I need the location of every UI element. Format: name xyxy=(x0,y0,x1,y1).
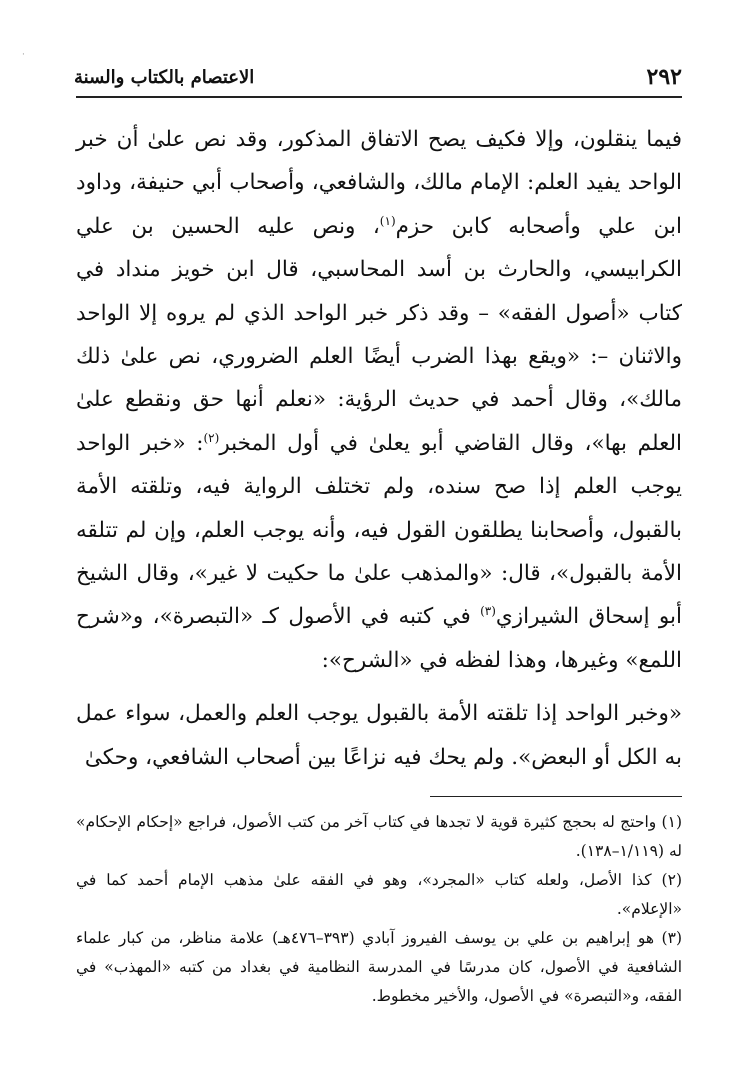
text-run: ، ونص عليه الحسين بن علي الكرابيسي، والحارث بن أسد المحاسبي، قال ابن خويز منداد في كتاب «أصول الفقه» – وقد ذكر خبر الواحد الذي لم يروه إلا الواحد والاثنان –: «ويقع بهذا الضرب أيضًا العلم الضروري، نص علىٰ ذلك مالك»، وقال أحمد في حديث الرؤية: «نعلم أنها حق ونقطع علىٰ العلم بها»، وقال القاضي أبو يعلىٰ في أول المخبر xyxy=(76,213,682,456)
text-run: في كتبه في الأصول كـ «التبصرة»، و«شرح اللمع» وغيرها، وهذا لفظه في «الشرح»: xyxy=(76,604,682,673)
footnote-3: (٣) هو إبراهيم بن علي بن يوسف الفيروز آبادي (٣٩٣–٤٧٦هـ) علامة مناظر، من كبار علماء الشافعية في الأصول، كان مدرسًا في المدرسة النظامية في بغداد من كتبه «المهذب» في الفقه، و«التبصرة» في الأصول، والأخير مخطوط. xyxy=(76,929,682,1005)
footnote-marker-1: (١) xyxy=(379,213,396,228)
footnote-1: (١) واحتج له بحجج كثيرة قوية لا تجدها في كتاب آخر من كتب الأصول، فراجع «إحكام الإحكام» له (١/١١٩–١٣٨). xyxy=(76,813,682,860)
header-rule xyxy=(76,96,682,98)
text-run: فيما ينقلون، وإلا فكيف يصح الاتفاق المذكور، وقد نص علىٰ أن خبر الواحد يفيد العلم: الإمام مالك، والشافعي، وأصحاب أبي حنيفة، وداود ابن علي وأصحابه كابن حزم xyxy=(76,127,682,239)
paragraph-1 xyxy=(76,118,682,682)
page-header xyxy=(74,62,682,92)
main-text xyxy=(76,118,682,779)
paragraph-2: «وخبر الواحد إذا تلقته الأمة بالقبول يوجب العلم والعمل، سواء عمل به الكل أو البعض». ولم يحك فيه نزاعًا بين أصحاب الشافعي، وحكىٰ xyxy=(76,701,682,770)
footnotes xyxy=(76,808,682,1011)
page-number: ٢٩٢ xyxy=(646,64,682,90)
running-title: الاعتصام بالكتاب والسنة xyxy=(74,66,255,88)
text-run: : «خبر الواحد يوجب العلم إذا صح سنده، ولم تختلف الرواية فيه، وتلقته الأمة بالقبول، وأصحابنا يطلقون القول فيه، وأنه يوجب العلم، وإن لم تتلقه الأمة بالقبول»، قال: «والمذهب علىٰ ما حكيت لا غير»، وقال الشيخ أبو إسحاق الشيرازي xyxy=(76,430,682,630)
footnote-marker-2: (٢) xyxy=(203,430,220,445)
footnote-separator xyxy=(430,796,682,797)
footnote-marker-3: (٣) xyxy=(480,604,496,619)
margin-mark: · xyxy=(22,50,25,60)
footnote-2: (٢) كذا الأصل، ولعله كتاب «المجرد»، وهو في الفقه علىٰ مذهب الإمام أحمد كما في «الإعلام». xyxy=(76,871,682,918)
